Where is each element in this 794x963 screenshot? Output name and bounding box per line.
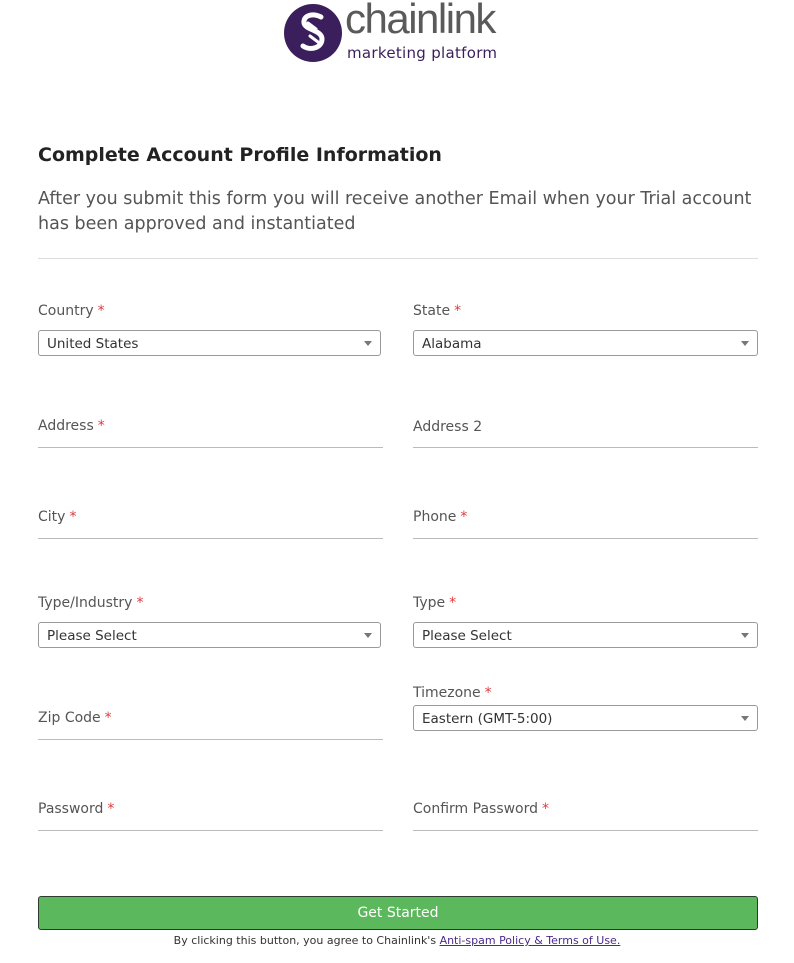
password-input[interactable] bbox=[38, 830, 383, 831]
required-mark: * bbox=[449, 595, 457, 611]
required-mark: * bbox=[97, 303, 105, 319]
type-label: Type * bbox=[413, 595, 457, 611]
timezone-select[interactable] bbox=[413, 705, 758, 731]
chevron-down-icon bbox=[741, 341, 749, 346]
required-mark: * bbox=[107, 801, 115, 817]
city-input[interactable] bbox=[38, 538, 383, 539]
legal-notice bbox=[0, 934, 794, 947]
city-label: City * bbox=[38, 509, 77, 525]
phone-label: Phone * bbox=[413, 509, 468, 525]
industry-select[interactable] bbox=[38, 622, 381, 648]
timezone-select-value: Eastern (GMT-5:00) bbox=[422, 711, 553, 727]
industry-select-value: Please Select bbox=[47, 628, 137, 644]
state-select-value: Alabama bbox=[422, 336, 482, 352]
form-description: After you submit this form you will receive another Email when your Trial account has been approved and instantiated bbox=[38, 189, 752, 234]
required-mark: * bbox=[104, 710, 112, 726]
state-select[interactable] bbox=[413, 330, 758, 356]
chainlink-logo bbox=[283, 2, 515, 66]
zip-label: Zip Code * bbox=[38, 710, 112, 726]
country-select-value: United States bbox=[47, 336, 139, 352]
type-select-value: Please Select bbox=[422, 628, 512, 644]
required-mark: * bbox=[484, 685, 492, 701]
address-input[interactable] bbox=[38, 447, 383, 448]
address2-input[interactable] bbox=[413, 447, 758, 448]
confirm-password-label: Confirm Password * bbox=[413, 801, 550, 817]
required-mark: * bbox=[69, 509, 77, 525]
type-select[interactable] bbox=[413, 622, 758, 648]
address2-label: Address 2 bbox=[413, 419, 483, 435]
required-mark: * bbox=[542, 801, 550, 817]
password-label: Password * bbox=[38, 801, 115, 817]
state-label: State * bbox=[413, 303, 462, 319]
chevron-down-icon bbox=[364, 341, 372, 346]
legal-text: By clicking this button, you agree to Chainlink's bbox=[173, 934, 440, 947]
chainlink-logo-icon bbox=[283, 3, 343, 63]
terms-link[interactable]: Anti-spam Policy & Terms of Use. bbox=[439, 934, 621, 947]
logo-brand-text: chainlink bbox=[345, 0, 495, 42]
confirm-password-input[interactable] bbox=[413, 830, 758, 831]
logo-tagline: marketing platform bbox=[347, 44, 498, 62]
country-select[interactable] bbox=[38, 330, 381, 356]
required-mark: * bbox=[136, 595, 144, 611]
required-mark: * bbox=[460, 509, 468, 525]
get-started-button[interactable]: Get Started bbox=[38, 896, 758, 930]
zip-input[interactable] bbox=[38, 739, 383, 740]
required-mark: * bbox=[454, 303, 462, 319]
address-label: Address * bbox=[38, 418, 105, 434]
required-mark: * bbox=[97, 418, 105, 434]
timezone-label: Timezone * bbox=[413, 685, 492, 701]
chevron-down-icon bbox=[741, 716, 749, 721]
chevron-down-icon bbox=[364, 633, 372, 638]
page-title: Complete Account Profile Information bbox=[38, 144, 442, 166]
chevron-down-icon bbox=[741, 633, 749, 638]
divider bbox=[38, 258, 758, 259]
country-label: Country * bbox=[38, 303, 105, 319]
phone-input[interactable] bbox=[413, 538, 758, 539]
industry-label: Type/Industry * bbox=[38, 595, 144, 611]
